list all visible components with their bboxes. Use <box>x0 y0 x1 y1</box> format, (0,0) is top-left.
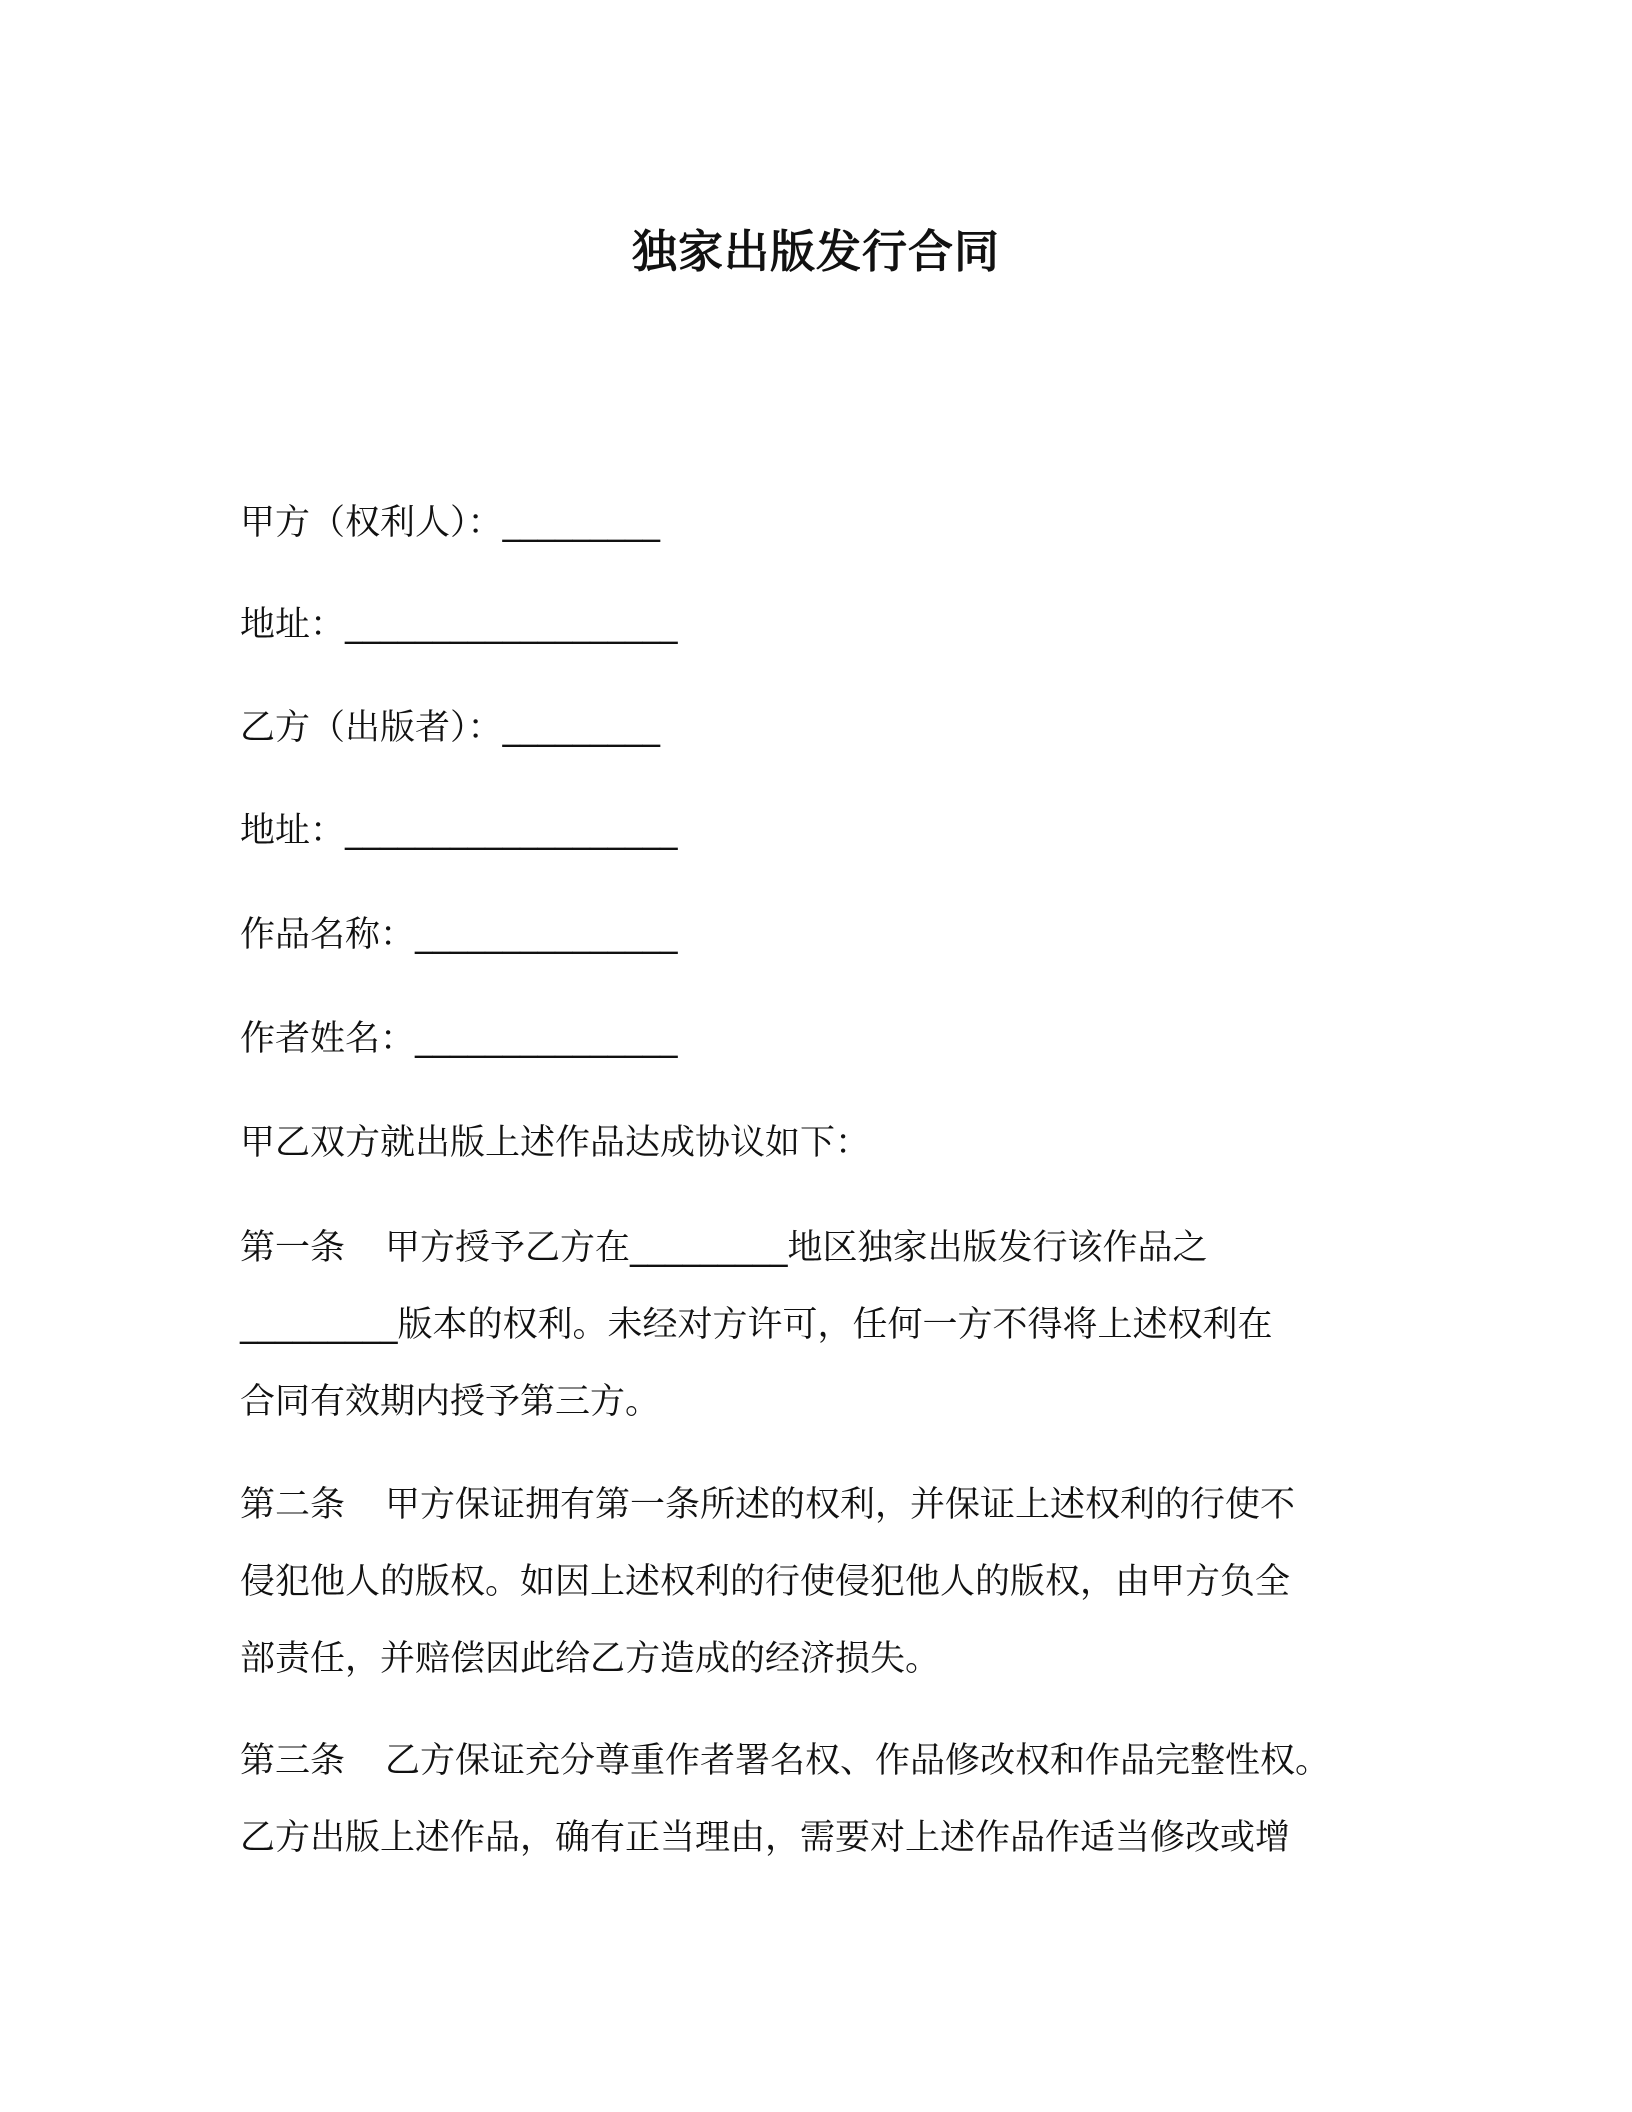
article-1-line-3: 合同有效期内授予第三方。 <box>240 1382 661 1422</box>
article-3-number: 第三条 <box>240 1741 346 1781</box>
article-3-line-2: 乙方出版上述作品，确有正当理由，需要对上述作品作适当修改或增 <box>240 1818 1291 1858</box>
article-1-line-1 <box>240 1210 1380 1287</box>
article-3-text-1: 乙方保证充分尊重作者署名权、作品修改权和作品完整性权。 <box>385 1741 1331 1781</box>
article-2 <box>240 1467 1380 1698</box>
article-1 <box>240 1210 1380 1441</box>
article-2-text-1: 甲方保证拥有第一条所述的权利，并保证上述权利的行使不 <box>385 1485 1296 1525</box>
article-3 <box>240 1723 1380 1877</box>
article-2-line-1 <box>240 1467 1380 1544</box>
party-a-address-field: 地址：___________________ <box>240 605 678 645</box>
article-2-line-3: 部责任，并赔偿因此给乙方造成的经济损失。 <box>240 1639 941 1679</box>
intro-paragraph: 甲乙双方就出版上述作品达成协议如下： <box>240 1123 871 1163</box>
work-title-field: 作品名称：_______________ <box>240 915 678 955</box>
party-a-field: 甲方（权利人）：_________ <box>240 503 661 543</box>
article-1-number: 第一条 <box>240 1228 346 1268</box>
party-b-field: 乙方（出版者）：_________ <box>240 708 661 748</box>
author-name-field: 作者姓名：_______________ <box>240 1019 678 1059</box>
article-2-line-2: 侵犯他人的版权。如因上述权利的行使侵犯他人的版权，由甲方负全 <box>240 1562 1291 1602</box>
party-b-address-field: 地址：___________________ <box>240 811 678 851</box>
article-2-number: 第二条 <box>240 1485 346 1525</box>
article-1-line-2: _________版本的权利。未经对方许可，任何一方不得将上述权利在 <box>240 1305 1273 1345</box>
article-1-text-1: 甲方授予乙方在_________地区独家出版发行该作品之 <box>385 1228 1208 1268</box>
article-3-line-1 <box>240 1723 1380 1800</box>
document-title: 独家出版发行合同 <box>631 225 1000 278</box>
